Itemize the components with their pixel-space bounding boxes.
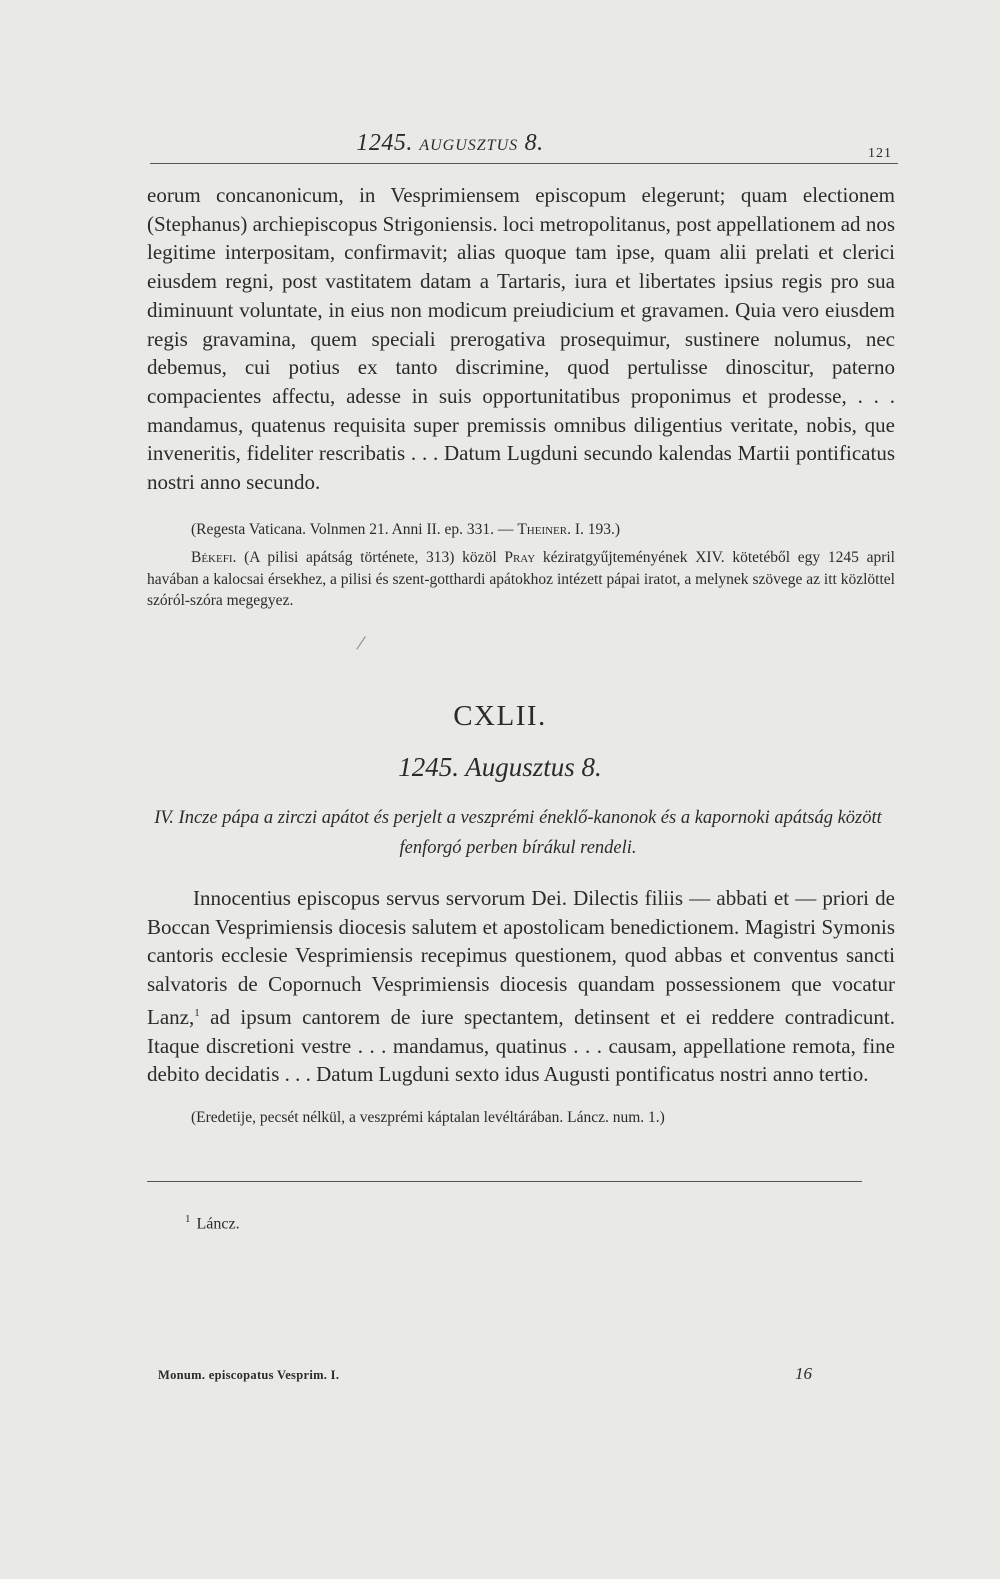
running-head (150, 130, 898, 170)
sheet-signature: Monum. episcopatus Vesprim. I. (158, 1368, 340, 1382)
previous-document-text: eorum concanonicum, in Vesprimiensem episcopum elegerunt; quam electionem (Stephanus) archiepiscopus Strigoniensis. loci metropolitanus, post appellationem ad nos legitime interpositam, confirmavit; alias quoque tam ipse, quam alii prelati et clerici eiusdem regni, post vastitatem datam a Tartaris, iura et libertates ipsius regis pro sua diminuunt voluntate, in eius non modicum preiudicium et gravamen. Quia vero eiusdem regis gravamina, quem speciali prerogativa prosequimur, sustinere nolumus, nec debemus, cui potius ex tanto discrimine, quod pertulisse dinoscitur, paterno compacientes affectu, adesse in suis opportunitatibus proponimus et prodesse, . . . mandamus, quatenus requisita super premissis omnibus diligentius veritate, nobis, que inveneritis, fideliter rescribatis . . . Datum Lugduni secundo kalendas Martii pontificatus nostri anno secundo. (147, 183, 895, 495)
sheet-number: 16 (795, 1364, 812, 1383)
source-ref: . I. 193.) (567, 520, 621, 538)
footnote-reference: 1 (194, 1006, 200, 1019)
running-head-date (150, 130, 750, 157)
previous-document-continuation (147, 181, 895, 612)
source-author: Theiner (517, 520, 568, 538)
footnote-marker: 1 (185, 1213, 191, 1225)
footnote-text: Láncz. (196, 1215, 240, 1233)
footnote (185, 1213, 240, 1233)
note-author: Békefi (191, 549, 233, 567)
document-body (147, 884, 895, 1128)
footnote-rule (147, 1181, 862, 1182)
pencil-mark: / (354, 629, 368, 656)
document-number: CXLII. (453, 700, 547, 732)
note-text: . (A pilisi apátság története, 313) közöl (232, 549, 505, 567)
note-text-cont: kéziratgyűjteményének XIV. kötetéből egy 1245 april havában a kalocsai érsekhez, a pilisi és szent-gotthardi apátokhoz intézett pápai iratot, a melynek szövege az itt közlöttel szóról-szóra megegyez. (147, 549, 895, 610)
document-source: (Eredetije, pecsét nélkül, a veszprémi káptalan levéltárában. Láncz. num. 1.) (191, 1108, 665, 1126)
document-text-b: ad ipsum cantorem de iure spectantem, detinsent et ei reddere contradicunt. Itaque discretioni vestre . . . mandamus, quatinus . . . causam, appellatione remota, fine debito decidatis . . . Datum Lugduni sexto idus Augusti pontificatus nostri anno tertio. (147, 1004, 895, 1087)
running-head-day: 8. (524, 130, 544, 156)
source-text: (Regesta Vaticana. Volnmen 21. Anni II. ep. 331. — (191, 520, 518, 538)
page-number: 121 (868, 146, 892, 161)
previous-document-note (147, 547, 895, 612)
previous-document-source (147, 519, 895, 541)
document-text (147, 884, 895, 1089)
running-head-month: AUGUSZTUS (419, 137, 519, 154)
document-date: 1245. Augusztus 8. (398, 752, 602, 782)
document-regest: IV. Incze pápa a zirczi apátot és perjelt a veszprémi éneklő-kanonok és a kapornoki apátság között fenforgó perben bírákul rendeli. (154, 808, 882, 858)
note-pray: Pray (504, 549, 536, 567)
header-rule (150, 163, 898, 164)
document-text-a: Innocentius episcopus servus servorum Dei. Dilectis filiis — abbati et — priori de Boccan Vesprimiensis diocesis salutem et apostolicam benedictionem. Magistri Symonis cantoris ecclesie Vesprimiensis recepimus questionem, quod abbas et conventus sancti salvatoris de Copornuch Vesprimiensis diocesis quandam possessionem que vocatur Lanz, (147, 886, 895, 1029)
running-head-year: 1245. (356, 130, 413, 156)
